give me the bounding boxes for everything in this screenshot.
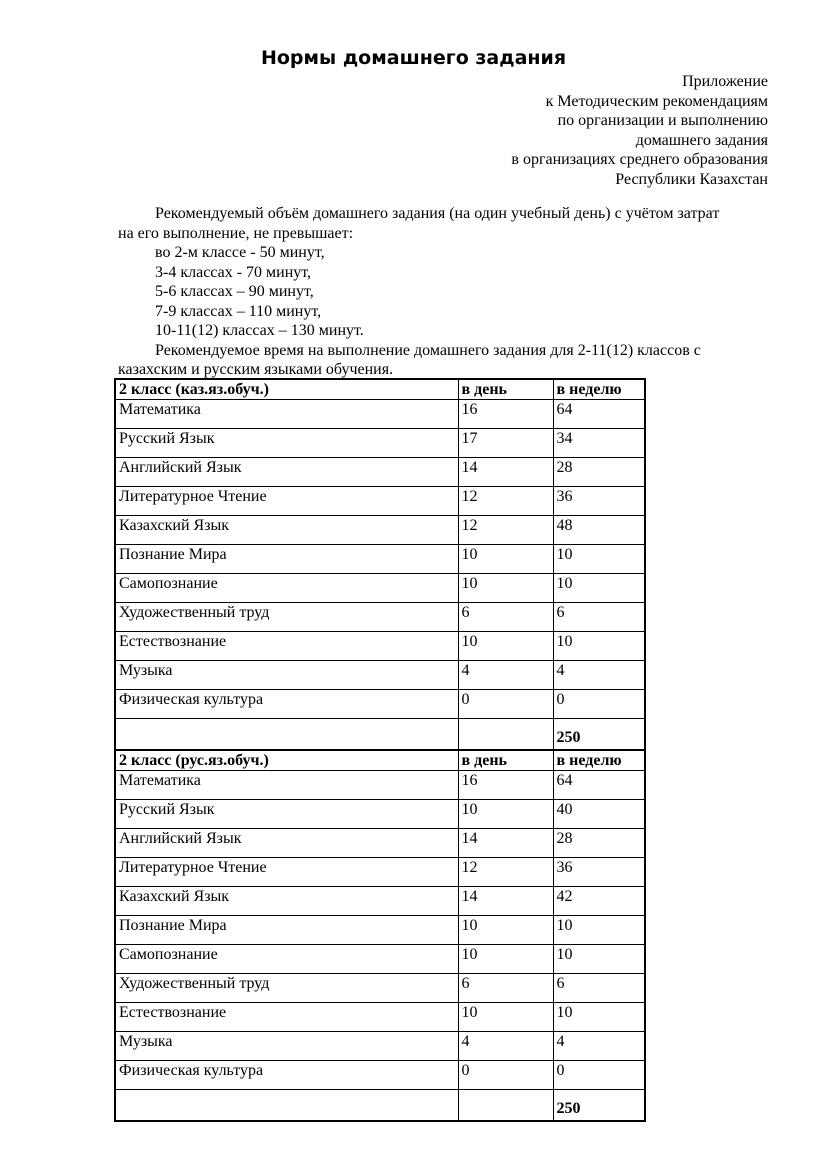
table-row xyxy=(115,660,645,689)
subject-cell: Физическая культура xyxy=(115,689,458,718)
per-day-cell: 10 xyxy=(458,915,553,944)
table-row xyxy=(115,631,645,660)
table-row xyxy=(115,1031,645,1060)
per-week-cell: 6 xyxy=(553,602,645,631)
per-week-cell: 10 xyxy=(553,631,645,660)
table-row xyxy=(115,973,645,1002)
per-week-cell: 10 xyxy=(553,944,645,973)
total-per-week-cell: 250 xyxy=(553,1089,645,1121)
annex-line: к Методическим рекомендациям xyxy=(545,92,768,110)
per-week-header-cell: в неделю xyxy=(553,379,645,400)
table-row xyxy=(115,544,645,573)
per-week-cell: 36 xyxy=(553,857,645,886)
per-week-cell: 10 xyxy=(553,544,645,573)
annex-line: домашнего задания xyxy=(635,131,768,149)
per-week-cell: 10 xyxy=(553,1002,645,1031)
section-title-cell: 2 класс (каз.яз.обуч.) xyxy=(115,379,458,400)
per-week-cell: 28 xyxy=(553,457,645,486)
per-day-cell: 0 xyxy=(458,689,553,718)
table-row xyxy=(115,399,645,428)
per-day-cell: 10 xyxy=(458,944,553,973)
table-row xyxy=(115,828,645,857)
subject-cell: Казахский Язык xyxy=(115,886,458,915)
per-day-cell: 16 xyxy=(458,399,553,428)
per-week-cell: 40 xyxy=(553,799,645,828)
table-row xyxy=(115,602,645,631)
table-row xyxy=(115,1060,645,1089)
subject-cell: Физическая культура xyxy=(115,1060,458,1089)
per-day-cell: 17 xyxy=(458,428,553,457)
per-day-cell: 14 xyxy=(458,886,553,915)
per-day-cell: 0 xyxy=(458,1060,553,1089)
table-row xyxy=(115,689,645,718)
subject-cell: Математика xyxy=(115,770,458,799)
table-section-header-rus xyxy=(115,750,645,771)
empty-cell xyxy=(115,1089,458,1121)
table-row xyxy=(115,857,645,886)
per-day-cell: 6 xyxy=(458,602,553,631)
subject-cell: Самопознание xyxy=(115,573,458,602)
per-day-cell: 12 xyxy=(458,515,553,544)
per-day-cell: 10 xyxy=(458,799,553,828)
empty-cell xyxy=(458,718,553,750)
homework-norms-table xyxy=(114,378,646,1122)
table-total-row xyxy=(115,718,645,750)
intro-line: Рекомендуемый объём домашнего задания (на один учебный день) с учётом затрат xyxy=(155,205,720,222)
subject-cell: Познание Мира xyxy=(115,544,458,573)
per-week-cell: 0 xyxy=(553,1060,645,1089)
table-section-header-kaz xyxy=(115,379,645,400)
table-row xyxy=(115,573,645,602)
per-day-cell: 4 xyxy=(458,1031,553,1060)
table-row xyxy=(115,944,645,973)
norm-line: во 2-м классе - 50 минут, xyxy=(155,244,325,261)
annex-line: по организации и выполнению xyxy=(557,112,768,129)
per-day-cell: 6 xyxy=(458,973,553,1002)
subject-cell: Художественный труд xyxy=(115,602,458,631)
per-day-cell: 16 xyxy=(458,770,553,799)
per-week-cell: 10 xyxy=(553,573,645,602)
subject-cell: Самопознание xyxy=(115,944,458,973)
per-day-cell: 12 xyxy=(458,486,553,515)
table-row xyxy=(115,486,645,515)
per-day-cell: 10 xyxy=(458,573,553,602)
per-day-cell: 10 xyxy=(458,544,553,573)
annex-line: в организациях среднего образования xyxy=(511,151,768,168)
per-day-cell: 14 xyxy=(458,828,553,857)
per-day-cell: 14 xyxy=(458,457,553,486)
subject-cell: Математика xyxy=(115,399,458,428)
total-per-week-cell: 250 xyxy=(553,718,645,750)
norm-line: 10-11(12) классах – 130 минут. xyxy=(155,322,364,339)
subject-cell: Музыка xyxy=(115,1031,458,1060)
norm-line: 5-6 классах – 90 минут, xyxy=(155,283,314,300)
subject-cell: Английский Язык xyxy=(115,457,458,486)
per-week-cell: 10 xyxy=(553,915,645,944)
per-week-cell: 4 xyxy=(553,1031,645,1060)
table-row xyxy=(115,515,645,544)
note-line: казахским и русским языками обучения. xyxy=(118,361,394,378)
per-day-cell: 4 xyxy=(458,660,553,689)
per-week-cell: 4 xyxy=(553,660,645,689)
per-week-cell: 48 xyxy=(553,515,645,544)
per-week-cell: 36 xyxy=(553,486,645,515)
annex-block xyxy=(0,72,768,189)
per-day-cell: 12 xyxy=(458,857,553,886)
per-week-cell: 6 xyxy=(553,973,645,1002)
per-day-header-cell: в день xyxy=(458,379,553,400)
per-week-cell: 34 xyxy=(553,428,645,457)
table-row xyxy=(115,799,645,828)
table-row xyxy=(115,770,645,799)
subject-cell: Музыка xyxy=(115,660,458,689)
per-week-cell: 42 xyxy=(553,886,645,915)
per-week-cell: 64 xyxy=(553,399,645,428)
annex-line: Республики Казахстан xyxy=(615,170,768,188)
annex-line: Приложение xyxy=(682,73,768,90)
subject-cell: Английский Язык xyxy=(115,828,458,857)
section-title-cell: 2 класс (рус.яз.обуч.) xyxy=(115,750,458,771)
per-week-cell: 64 xyxy=(553,770,645,799)
table-total-row xyxy=(115,1089,645,1121)
subject-cell: Литературное Чтение xyxy=(115,486,458,515)
empty-cell xyxy=(115,718,458,750)
per-day-cell: 10 xyxy=(458,1002,553,1031)
per-day-header-cell: в день xyxy=(458,750,553,771)
per-day-cell: 10 xyxy=(458,631,553,660)
subject-cell: Русский Язык xyxy=(115,799,458,828)
per-week-header-cell: в неделю xyxy=(553,750,645,771)
table-row xyxy=(115,457,645,486)
intro-paragraph xyxy=(118,204,770,380)
note-line: Рекомендуемое время на выполнение домашнего задания для 2-11(12) классов с xyxy=(155,341,701,359)
table-row xyxy=(115,1002,645,1031)
subject-cell: Познание Мира xyxy=(115,915,458,944)
intro-line: на его выполнение, не превышает: xyxy=(118,224,354,242)
per-week-cell: 28 xyxy=(553,828,645,857)
subject-cell: Литературное Чтение xyxy=(115,857,458,886)
per-week-cell: 0 xyxy=(553,689,645,718)
subject-cell: Художественный труд xyxy=(115,973,458,1002)
norm-line: 7-9 классах – 110 минут, xyxy=(155,302,322,320)
subject-cell: Казахский Язык xyxy=(115,515,458,544)
table-row xyxy=(115,886,645,915)
empty-cell xyxy=(458,1089,553,1121)
table-row xyxy=(115,915,645,944)
table-row xyxy=(115,428,645,457)
subject-cell: Естествознание xyxy=(115,631,458,660)
subject-cell: Русский Язык xyxy=(115,428,458,457)
norm-line: 3-4 классах - 70 минут, xyxy=(155,263,312,281)
page-title: Нормы домашнего задания xyxy=(260,47,567,69)
subject-cell: Естествознание xyxy=(115,1002,458,1031)
